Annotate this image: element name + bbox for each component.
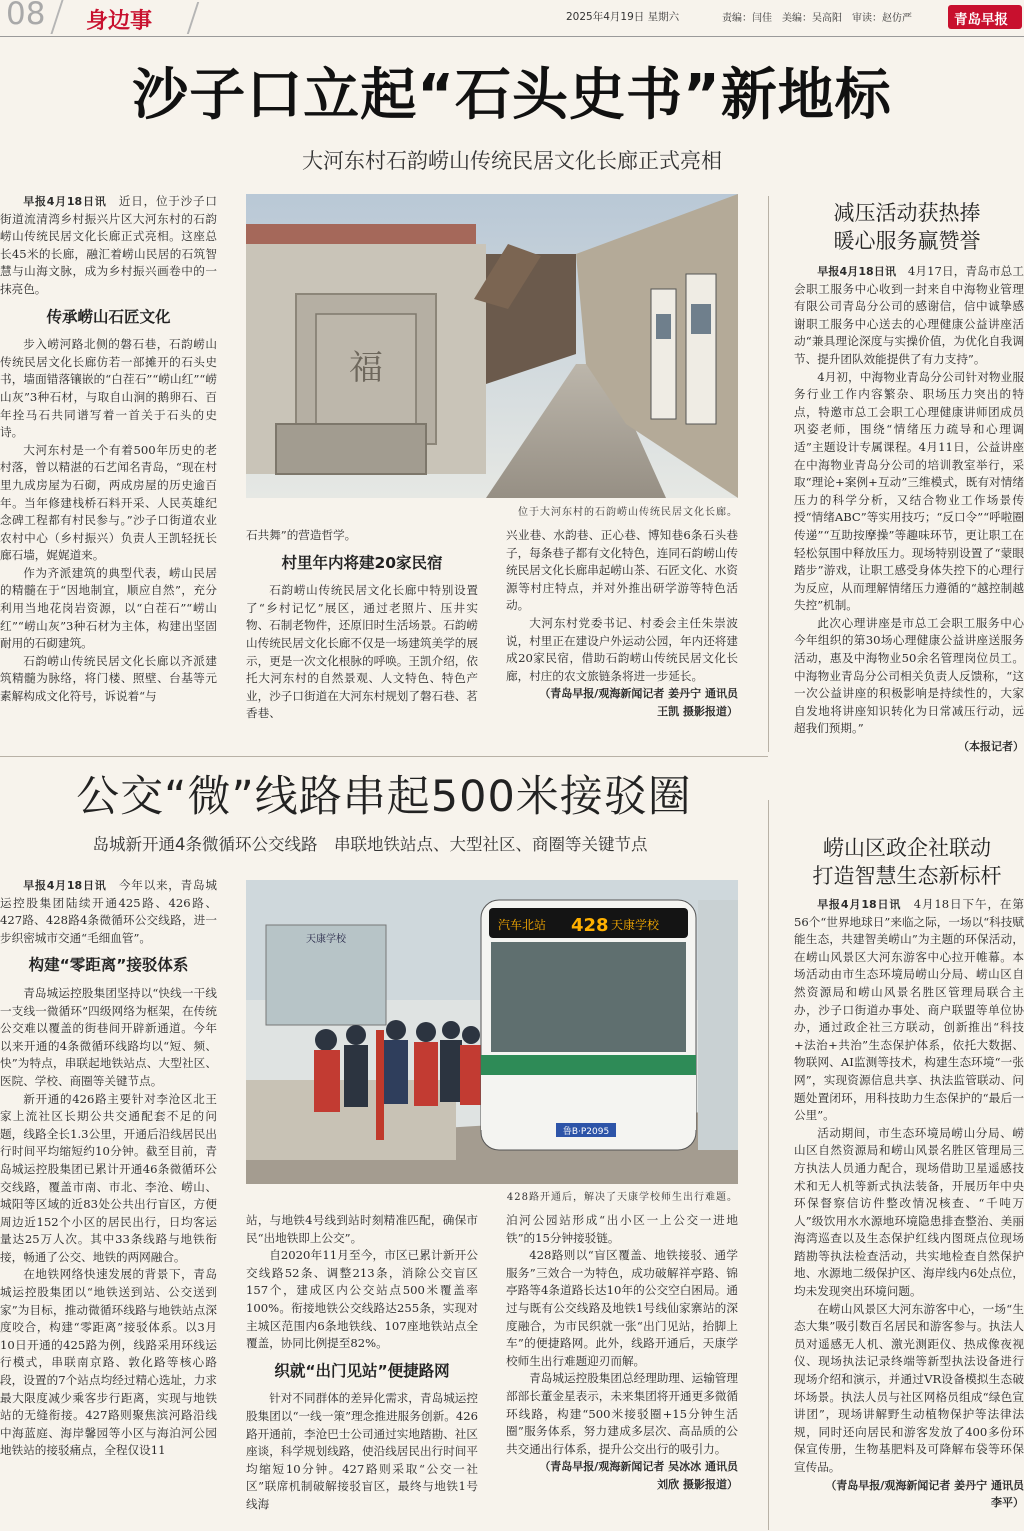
paragraph <box>0 653 217 706</box>
paragraph <box>506 1247 738 1370</box>
dateline: 早报4月18日讯 <box>23 879 107 892</box>
paragraph <box>794 615 1024 738</box>
bus-photo <box>246 880 738 1184</box>
reporter-credit: （青岛早报/观海新闻记者 吴冰冰 通讯员 刘欣 摄影报道） <box>539 1460 738 1491</box>
column-divider <box>768 196 769 752</box>
article1-column-1 <box>0 193 217 743</box>
article2-headline: 公交“微”线路串起500米接驳圈 <box>76 772 692 822</box>
section-divider <box>0 756 768 757</box>
paragraph <box>506 615 738 685</box>
bus-display-origin: 汽车北站 <box>498 918 547 932</box>
paragraph-text: 4月17日，青岛市总工会职工服务中心收到一封来自中海物业管理有限公司青岛分公司的感谢信，信中诚挚感谢职工服务中心送去的心理健康公益讲座活动“兼具理论深度与实操价值，为优化自我调节、提升团队效能提供了有力支持”。 <box>794 264 1024 366</box>
reporter-credit: （青岛早报/观海新闻记者 姜丹宁 通讯员 王凯 摄影报道） <box>539 687 738 718</box>
paragraph: 石共舞”的营造哲学。 <box>246 528 357 542</box>
paragraph-text: 大河东村党委书记、村委会主任朱崇波说，村里正在建设户外运动公园，年内还将建成20家民宿，借助石韵崂山传统民居文化长廊，村庄的农文旅链条将进一步延长。 <box>506 615 738 683</box>
paragraph-text: 青岛城运控股集团坚持以“快线一干线一支线一微循环”四级网络为框架，在传统公交难以覆盖的街巷间开辟新通道。今年以来开通的4条微循环线路均以“短、频、快”为特点，串联起地铁站点、大型社区、医院、学校、商圈等关键节点。 <box>0 985 217 1088</box>
paragraph-text: 自2020年11月至今，市区已累计新开公交线路52条、调整213条，消除公交盲区157个，建成区内公交站点500米覆盖率100%。衔接地铁公交线路达255条，实现对主城区范围内6条地铁线、107座地铁站点全覆盖，协同比例提至82%。 <box>246 1248 478 1351</box>
editor-credits: 责编：闫佳 美编：吴高阳 审读：赵仿严 <box>722 13 912 24</box>
reporter-credit: （青岛早报/观海新闻记者 姜丹宁 通讯员 李平） <box>825 1478 1024 1510</box>
right-article2-headline-line1: 崂山区政企社联动 <box>823 836 991 860</box>
dateline: 早报4月18日讯 <box>817 265 897 278</box>
paragraph-text: 新开通的426路主要针对李沧区北王家上流社区长期公共交通配套不足的问题，线路全长1.3公里，开通后沿线居民出行时间平均缩短约10分钟。截至目前，青岛城运控股集团已累计开通46条微循环公交线路，覆盖市南、市北、李沧、崂山、城阳等区域的近83处公共出行盲区，方便周边近152个小区的居民出行，日均客运量达25万人次。其中33条线路与地铁衔接，畅通了公交、地铁的两网融合。 <box>0 1091 217 1264</box>
article2-column-2 <box>246 1212 478 1531</box>
stone-corridor-photo <box>246 194 738 498</box>
stone-carving-character: 福 <box>349 348 383 388</box>
paragraph <box>0 985 217 1091</box>
paragraph-text: 4月初，中海物业青岛分公司针对物业服务行业工作内容繁杂、职场压力突出的特点，特邀市总工会职工心理健康讲师团成员巩姿老师，围绕“情绪压力疏导和心理调适”主题设计专属课程。4月11日，公益讲座在中海物业青岛分公司的培训教室举行，采取“理论+案例+互动”三维模式，既有对情绪压力的科学分析，又结合物业工作场景传授“情绪ABC”等实用技巧；“反口令”“呼啦圈传递”“互助按摩操”等趣味环节，更让职工在轻松氛围中释放压力。现场特别设置了“蒙眼踏步”游戏，让职工感受身体失控下的心理行为反应，从而理解情绪压力遵循的“越控制越失控”机制。 <box>794 369 1024 613</box>
section-heading: 传承崂山石匠文化 <box>46 307 171 326</box>
article2-photo-caption: 428路开通后，解决了天康学校师生出行难题。 <box>506 1192 738 1203</box>
article2-subhead: 岛城新开通4条微循环公交线路 串联地铁站点、大型社区、商圈等关键节点 <box>92 835 648 854</box>
right-article2-body <box>794 896 1024 1531</box>
paragraph-text: 作为齐派建筑的典型代表，崂山民居的精髓在于“因地制宜，顺应自然”，充分利用当地花岗岩资源，以“白茬石”“崂山红”“崂山灰”3种石材为主体，构建出坚固耐用的石砌建筑。 <box>0 565 217 651</box>
article2-column-1 <box>0 877 217 1531</box>
section-heading: 村里年内将建20家民宿 <box>281 553 443 572</box>
paragraph-text: 步入崂河路北侧的磐石巷，石韵崂山传统民居文化长廊仿若一部摊开的石头史书，墙面错落镶嵌的“白茬石”“崂山红”“崂山灰”3种石材，与取自山涧的鹅卵石、百年拴马石共同谱写着一首关于石头的史诗。 <box>0 337 217 440</box>
article2-photo <box>246 880 738 1184</box>
bus-display-route-number: 428 <box>571 915 609 936</box>
paragraph <box>0 877 217 947</box>
paragraph <box>0 565 217 653</box>
paragraph-text: 今年以来，青岛城运控股集团陆续开通425路、426路、427路、428路4条微循环公交线路，进一步织密城市交通“毛细血管”。 <box>0 878 217 945</box>
paragraph-text: 4月18日下午，在第56个“世界地球日”来临之际，一场以“科技赋能生态，共建智美崂山”为主题的环保活动，在崂山风景区大河东游客中心拉开帷幕。本场活动由市生态环境局崂山分局、崂山区自然资源局和崂山风景名胜区管理局联合主办，沙子口街道办事处、商户联盟等单位协办，通过政企社三方联动，创新推出“科技+法治+共治”生态保护体系，依托大数据、物联网、AI监测等技术，构建生态环境“一张网”，实现资源信息共享、执法监管联动、问题处置闭环，用科技助力生态保护的“最后一公里”。 <box>794 897 1024 1123</box>
reporter-credit: （本报记者） <box>958 740 1024 754</box>
paragraph <box>0 1091 217 1267</box>
paragraph <box>0 193 217 299</box>
paragraph: 站，与地铁4号线到站时刻精准匹配，确保市民“出地铁即上公交”。 <box>246 1213 478 1245</box>
article1-photo-caption: 位于大河东村的石韵崂山传统民居文化长廊。 <box>518 507 738 518</box>
section-name: 身边事 <box>86 9 153 34</box>
section-slash <box>187 2 199 34</box>
right-article2-headline-line2: 打造智慧生态新标杆 <box>812 864 1002 888</box>
paragraph-text: 近日，位于沙子口街道流清湾乡村振兴片区大河东村的石韵崂山传统民居文化长廊正式亮相。这座总长45米的长廊，融汇着崂山民居的石筑智慧与山海文脉，成为乡村振兴画卷中的一抹亮色。 <box>0 194 217 296</box>
brand-badge <box>948 5 1022 29</box>
paragraph <box>0 336 217 442</box>
article1-column-2 <box>246 527 478 742</box>
article1-photo <box>246 194 738 498</box>
paragraph <box>0 442 217 565</box>
bus-license-plate: 鲁B·P2095 <box>562 1127 610 1137</box>
paragraph <box>794 369 1024 615</box>
page-number-slash <box>50 0 63 34</box>
right-article1-body <box>794 263 1024 793</box>
paragraph <box>506 1370 738 1458</box>
paragraph <box>794 263 1024 369</box>
paragraph-text: 大河东村是一个有着500年历史的老村落，曾以精湛的石艺闻名青岛，“现在村里九成房屋为石砌，两成房屋的历史逾百年。当年修建栈桥石料开采、人民英雄纪念碑工程都有村民参与。”沙子口街道农业农村中心（乡村振兴）负责人王凯轻抚长廊石墙，娓娓道来。 <box>0 442 217 563</box>
paragraph <box>246 582 478 723</box>
section-heading: 织就“出门见站”便捷路网 <box>274 1361 450 1380</box>
dateline: 早报4月18日讯 <box>23 195 107 208</box>
paragraph-text: 针对不同群体的差异化需求，青岛城运控股集团以“一线一策”理念推进服务创新。426路开通前，李沧巴士公司通过实地踏勘、社区座谈，科学规划线路，使沿线居民出行时间平均缩短10分钟。427路则采取“公交一社区”联席机制破解接驳盲区，最终与地铁1号线海 <box>246 1391 478 1511</box>
paragraph <box>0 1266 217 1460</box>
paragraph-text: 青岛城运控股集团总经理助理、运输管理部部长董金星表示，未来集团将开通更多微循环线路，构建“500米接驳圈+15分钟生活圈”服务体系，努力建成多层次、高品质的公共交通出行体系，提升公交出行的吸引力。 <box>506 1371 738 1456</box>
paragraph-text: 428路则以“盲区覆盖、地铁接驳、通学服务”三效合一为特色，成功破解祥亭路、锦亭路等4条道路长达10年的公交空白困局。通过与既有公交线路及地铁1号线仙家寨站的深度融合，为市民织就一张“出门见站，抬脚上车”的便捷路网。此外，线路开通后，天康学校师生出行难题迎刃而解。 <box>506 1248 738 1368</box>
section-heading: 构建“零距离”接驳体系 <box>28 956 189 975</box>
brand-logo-text: 青岛早报 <box>954 12 1008 28</box>
paragraph <box>794 1125 1024 1301</box>
paragraph <box>246 1247 478 1353</box>
paragraph <box>794 896 1024 1125</box>
page-header <box>0 0 1024 37</box>
right-article2-headline <box>790 834 1024 890</box>
right-article1-headline <box>790 199 1024 255</box>
bus-stop-sign-text: 天康学校 <box>306 934 346 945</box>
bus-display-destination: 天康学校 <box>611 918 660 932</box>
paragraph-text: 在崂山风景区大河东游客中心，一场“生态大集”吸引数百名居民和游客参与。执法人员对遥感无人机、激光测距仪、热成像夜视仪、现场执法记录终端等新型执法设备进行现场介绍和演示，并通过VR设备模拟生态破坏场景。执法人员与社区网格员组成“绿色宣讲团”，现场讲解野生动植物保护等法律法规，同时还向居民和游客发放了400多份环保宣传册，生物基肥料及可降解布袋等环保宣传品。 <box>794 1301 1024 1474</box>
issue-date: 2025年4月19日 星期六 <box>566 11 680 23</box>
right-article1-headline-line1: 减压活动获热捧 <box>833 201 981 225</box>
article1-subhead: 大河东村石韵崂山传统民居文化长廊正式亮相 <box>302 149 722 173</box>
paragraph-text: 石韵崂山传统民居文化长廊以齐派建筑精髓为脉络，将门楼、照壁、台基等元素解构成文化符号，诉说着“与 <box>0 653 217 704</box>
article1-headline: 沙子口立起“石头史书”新地标 <box>132 63 892 128</box>
paragraph-text: 在地铁网络快速发展的背景下，青岛城运控股集团以“地铁送到站、公交送到家”为目标，推动微循环线路与地铁站点深度咬合，构建“零距离”接驳体系。以3月10日开通的425路为例，线路采用环线运行模式，串联南京路、敦化路等核心路段，设置的7个站点均经过精心选址，力求最大限度减少乘客步行距离，实现与地铁站的无缝衔接。427路则聚焦滨河路沿线中海蓝庭、海岸馨园等小区与海泊河公园地铁站的接驳痛点，全程仅设11 <box>0 1267 217 1458</box>
article1-column-3 <box>506 527 738 742</box>
paragraph: 兴业巷、水韵巷、正心巷、博知巷6条石头巷子，每条巷子都有文化特色，连同石韵崂山传统民居文化长廊串起崂山茶、石匠文化、水资源等村庄特点，并对外推出研学游等特色活动。 <box>506 528 738 613</box>
page-number: 08 <box>6 0 46 32</box>
paragraph-text: 此次心理讲座是市总工会职工服务中心今年组织的第30场心理健康公益讲座送服务活动，惠及中海物业50余名管理岗位员工。中海物业青岛分公司相关负责人反馈称，“这一次公益讲座的积极影响是持续性的，大家自发地将讲座知识转化为日常减压行动，远超我们预期。” <box>794 615 1024 736</box>
right-article1-headline-line2: 暖心服务赢赞誉 <box>833 229 981 253</box>
paragraph-text: 石韵崂山传统民居文化长廊中特别设置了“乡村记忆”展区，通过老照片、压井实物、石制老物件，还原旧时生活场景。石韵崂山传统民居文化长廊不仅是一场建筑美学的展示，更是一次文化根脉的呼唤。王凯介绍，依托大河东村的自然景观、人文特色、特色产业，沙子口街道在大河东村规划了磐石巷、茗香巷、 <box>246 583 478 721</box>
paragraph-text: 活动期间，市生态环境局崂山分局、崂山区自然资源局和崂山风景名胜区管理局三方执法人员通力配合，现场借助卫星遥感技术和无人机等新式执法装备，开展历年中央环保督察信访件整改情况核查、“千吨万人”级饮用水水源地环境隐患排查整治、美丽海湾巡查以及生态保护红线内图斑点位现场踏勘等执法检查活动，共实地检查自然保护地、水源地二级保护区、海岸线内6处点位，均未发现突出环境问题。 <box>794 1125 1024 1299</box>
column-divider-lower <box>768 800 769 1530</box>
paragraph <box>246 1390 478 1513</box>
paragraph <box>794 1301 1024 1477</box>
paragraph: 泊河公园站形成“出小区一上公交一进地铁”的15分钟接驳链。 <box>506 1213 738 1245</box>
article2-column-3 <box>506 1212 738 1531</box>
dateline: 早报4月18日讯 <box>817 898 902 911</box>
